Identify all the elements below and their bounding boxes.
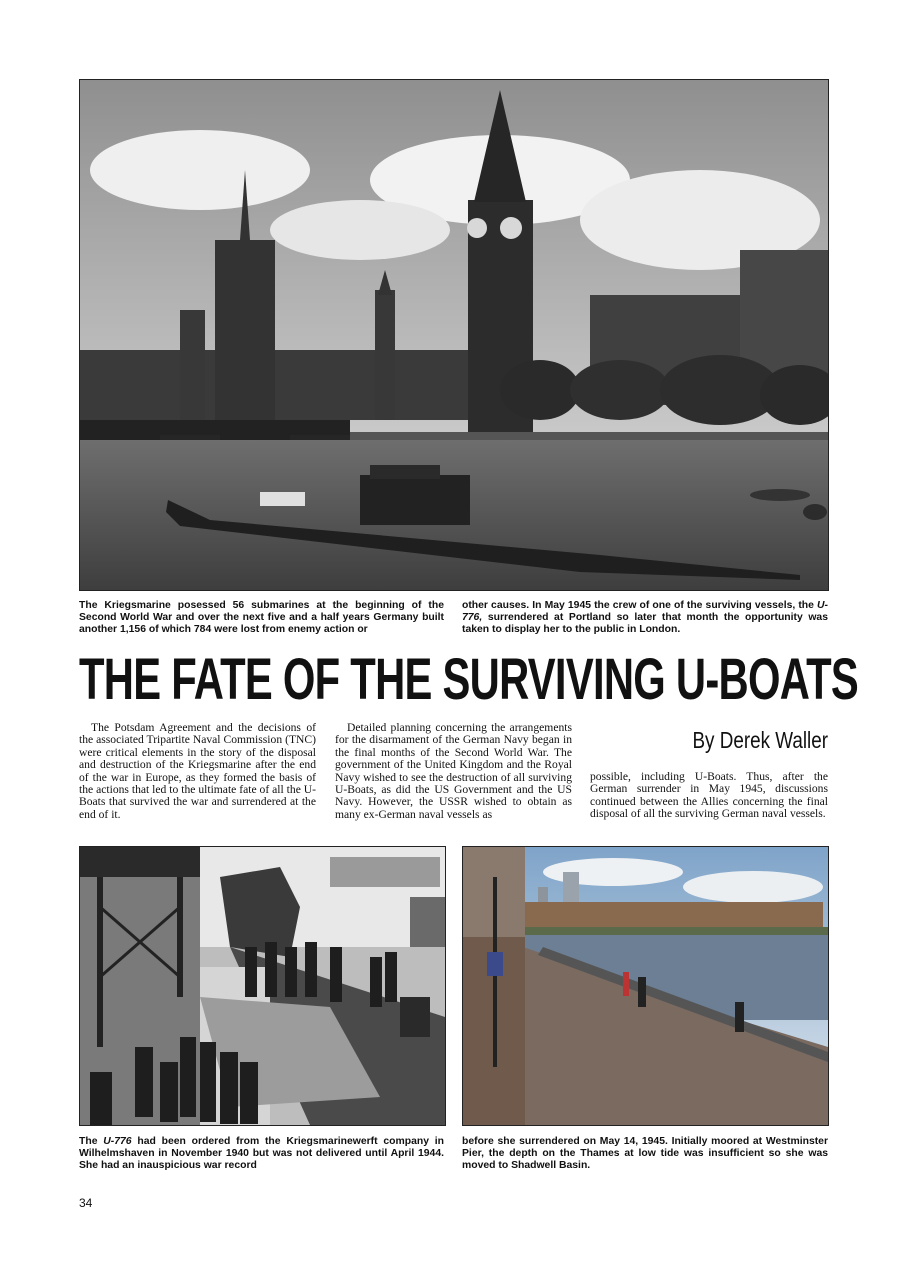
body-column-2: Detailed planning concerning the arrangements for the disarmament of the German Navy began in the final months of the Second World War. The government of the United Kingdom and the Royal Navy wished to see the destruction of all surviving U-Boats, as did the US Government and the US Navy. However, the USSR wished to obtain as many ex-German naval vessels as (335, 721, 572, 821)
top-caption-col2-after: surrendered at Portland so later that month the opportunity was taken to display her to the public in London. (462, 612, 828, 636)
top-caption-col1-text: The Kriegsmarine posessed 56 submarines at the beginning of the Second World War and over the next five and a half years Germany built another 1,156 of which 784 were lost from enemy action or (79, 600, 444, 636)
thames-uboat-photo (79, 79, 829, 591)
top-caption-vessel-name: U-776, (462, 600, 828, 624)
bottom-caption-col1-before: The (79, 1136, 104, 1147)
author-byline: By Derek Waller (692, 727, 828, 753)
top-caption-col2-before: other causes. In May 1945 the crew of one of the surviving vessels, the (462, 600, 818, 611)
body-column-1: The Potsdam Agreement and the decisions of the associated Tripartite Naval Commission (TNC) were critical elements in the story of the disposal and destruction of the Kriegsmarine after the end of the war in Europe, as they formed the basis of the actions that led to the ultimate fate of all the U-Boats that survived the war and surrendered at the end of it. (79, 721, 316, 821)
page-number: 34 (79, 1196, 93, 1210)
top-caption-col2 (462, 600, 828, 637)
top-caption-col1 (79, 600, 444, 637)
article-headline: THE FATE OF THE SURVIVING U-BOATS (79, 647, 859, 712)
quayside-crowd-photo (79, 846, 446, 1126)
riverside-today-photo (462, 846, 829, 1126)
bottom-caption-vessel-name: U-776 (103, 1136, 132, 1147)
bottom-caption-col1 (79, 1136, 444, 1173)
body-column-3: possible, including U-Boats. Thus, after the German surrender in May 1945, discussions continued between the Allies concerning the final disposal of all the surviving German naval vessels. (590, 770, 828, 821)
bottom-caption-col1-after: had been ordered from the Kriegsmarinewerft company in Wilhelmshaven in November 1940 but was not delivered until April 1944. She had an inauspicious war record (79, 1136, 444, 1172)
bottom-caption-col2: before she surrendered on May 14, 1945. Initially moored at Westminster Pier, the depth on the Thames at low tide was insufficient so she was moved to Shadwell Basin. (462, 1136, 828, 1172)
